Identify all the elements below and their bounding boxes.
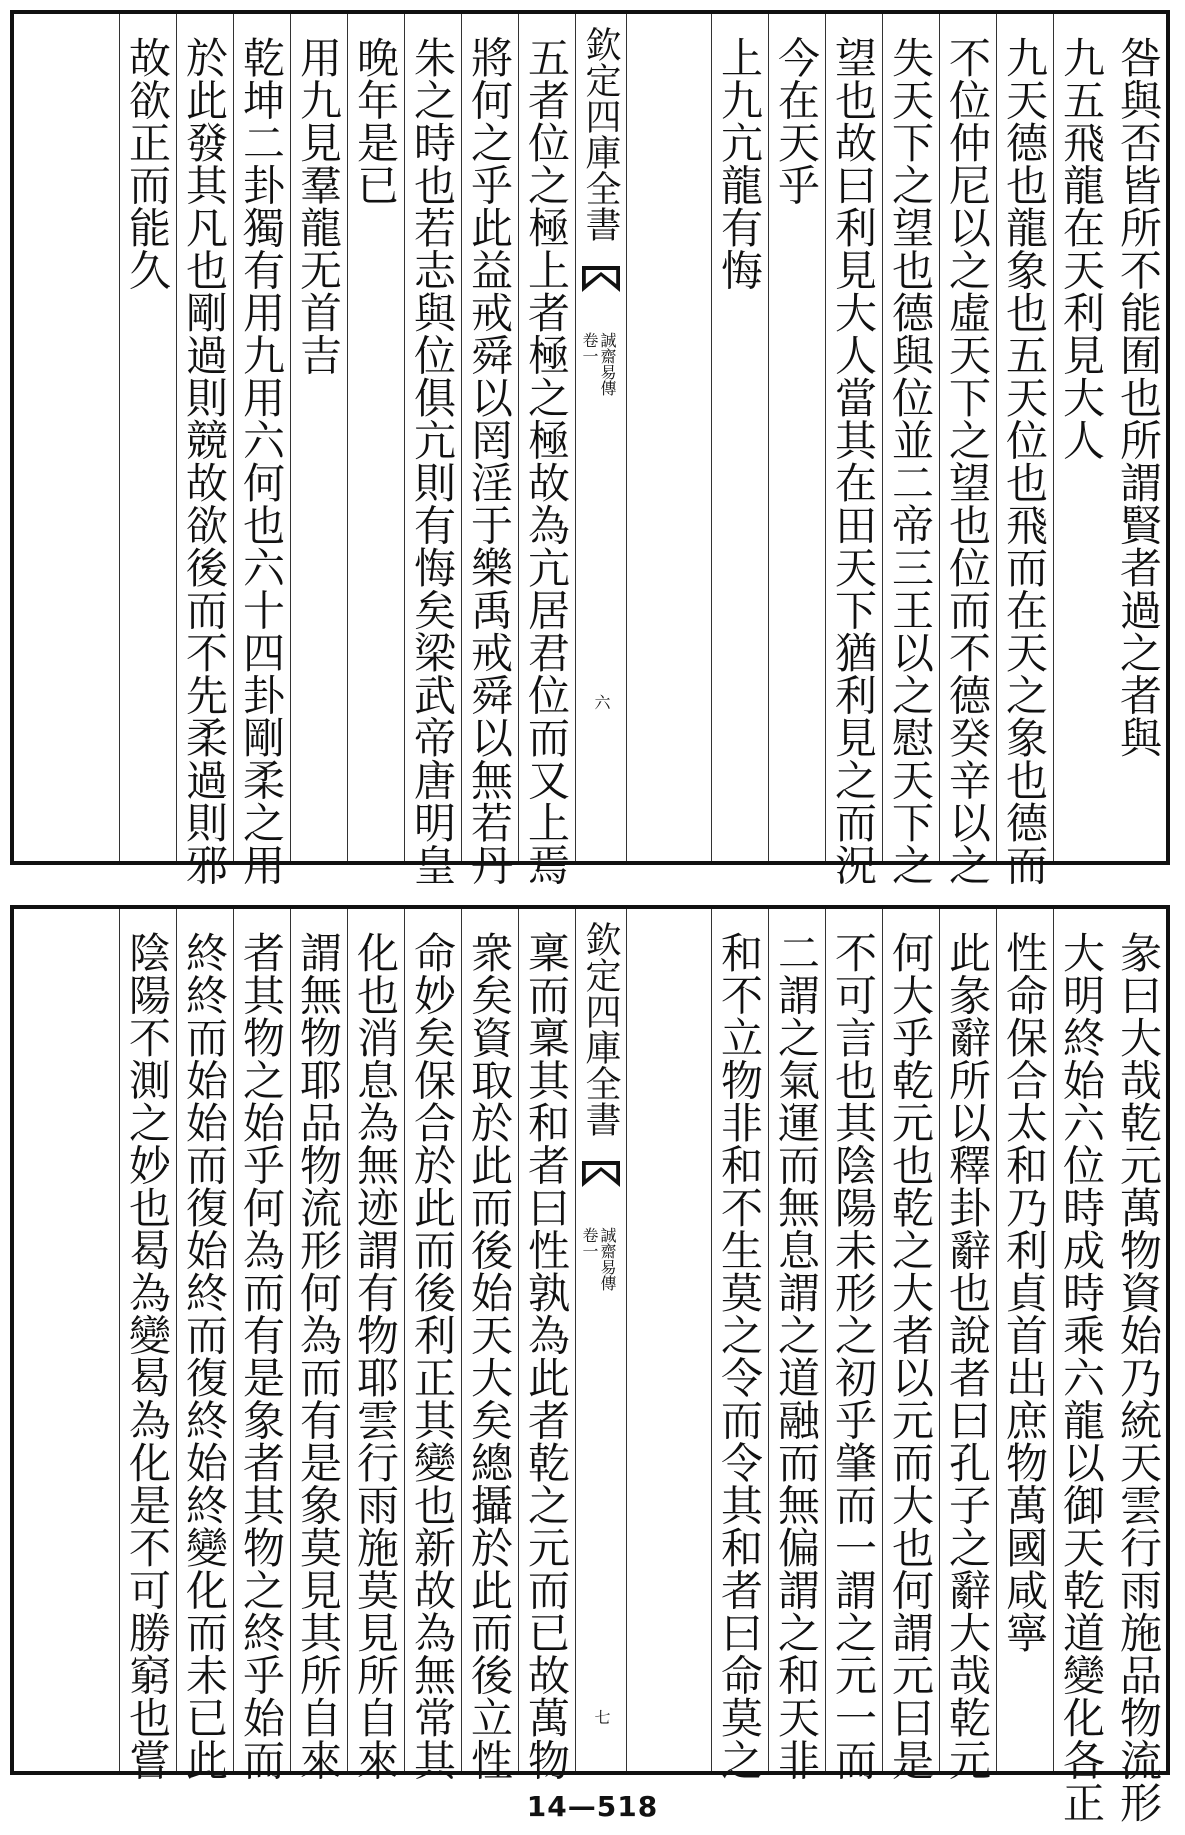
- text-column: [404, 14, 461, 886]
- column-text: 於此發其凡也剛過則競故欲後而不先柔過則邪: [180, 36, 229, 886]
- column-text: 用九見羣龍无首吉: [294, 36, 343, 376]
- text-column: [939, 14, 996, 886]
- banner-subtitle: 誠齋易傳: [598, 332, 617, 396]
- text-column: [1110, 909, 1167, 1824]
- text-column: [119, 909, 176, 1781]
- column-text: 乾坤二卦獨有用九用六何也六十四卦剛柔之用: [237, 36, 286, 886]
- text-column: [518, 909, 575, 1781]
- column-text: 上九亢龍有悔: [715, 36, 764, 291]
- column-text: 性命保合太和乃利貞首出庶物萬國咸寧: [1000, 931, 1049, 1654]
- text-column: [1053, 14, 1110, 861]
- text-column: [233, 909, 290, 1781]
- column-text: 晚年是已: [351, 36, 400, 206]
- text-column: [711, 14, 768, 861]
- column-text: 終終而始始而復始終而復終始終變化而未已此: [180, 931, 229, 1781]
- center-banner: [575, 14, 627, 861]
- column-text: 衆矣資取於此而後始天大矣總攝於此而後立性: [465, 931, 514, 1781]
- banner-subtitle: 誠齋易傳: [598, 1227, 617, 1291]
- column-text: 謂無物耶品物流形何為而有是象莫見其所自來: [294, 931, 343, 1781]
- banner-volume: 卷一: [580, 1227, 599, 1259]
- column-text: 失天下之望也德與位並二帝三王以之慰天下之: [886, 36, 935, 886]
- text-column: [711, 909, 768, 1781]
- text-column: [290, 14, 347, 861]
- column-text: 不可言也其陰陽未形之初乎肇而一謂之元一而: [829, 931, 878, 1781]
- text-column: [233, 14, 290, 886]
- text-column: [176, 909, 233, 1781]
- banner-title: 欽定四庫全書: [580, 26, 621, 242]
- column-text: 陰陽不測之妙也曷為變曷為化是不可勝窮也嘗: [123, 931, 172, 1781]
- text-column: [404, 909, 461, 1781]
- page-number: 14—518: [526, 1790, 659, 1823]
- column-text: 此彖辭所以釋卦辭也說者曰孔子之辭大哉乾元: [943, 931, 992, 1781]
- text-column: [996, 909, 1053, 1771]
- text-column: [996, 14, 1053, 886]
- column-text: 九天德也龍象也五天位也飛而在天之象也德而: [1000, 36, 1049, 886]
- text-column: [119, 14, 176, 861]
- column-text: 望也故曰利見大人當其在田天下猶利見之而況: [829, 36, 878, 886]
- column-text: 九五飛龍在天利見大人: [1057, 36, 1106, 461]
- text-column: [518, 14, 575, 886]
- column-text: 今在天乎: [772, 36, 821, 206]
- column-text: 將何之乎此益戒舜以罔淫于樂禹戒舜以無若丹: [465, 36, 514, 886]
- text-column: [882, 14, 939, 886]
- column-text: 彖曰大哉乾元萬物資始乃統天雲行雨施品物流形: [1114, 931, 1163, 1824]
- text-column: [1053, 909, 1110, 1824]
- text-column: [461, 909, 518, 1781]
- text-column: [825, 909, 882, 1781]
- column-text: 和不立物非和不生莫之令而令其和者曰命莫之: [715, 931, 764, 1781]
- folio-number: 七: [592, 1709, 611, 1725]
- text-column: [768, 909, 825, 1781]
- text-column: [461, 14, 518, 886]
- text-column: [176, 14, 233, 886]
- column-text: 大明終始六位時成時乘六龍以御天乾道變化各正: [1057, 931, 1106, 1824]
- text-column: [768, 14, 825, 861]
- text-column: [347, 14, 404, 861]
- text-column: [290, 909, 347, 1781]
- column-text: 五者位之極上者極之極故為亢居君位而又上焉: [522, 36, 571, 886]
- columns-top: [14, 14, 1166, 886]
- fish-tail-ornament: [582, 266, 620, 292]
- banner-title: 欽定四庫全書: [580, 921, 621, 1137]
- fish-tail-ornament: [582, 1161, 620, 1187]
- column-text: 二謂之氣運而無息謂之道融而無偏謂之和天非: [772, 931, 821, 1781]
- text-column: [882, 909, 939, 1781]
- text-column: [1110, 14, 1167, 861]
- center-banner: [575, 909, 627, 1771]
- column-text: 何大乎乾元也乾之大者以元而大也何謂元曰是: [886, 931, 935, 1781]
- column-text: 命妙矣保合於此而後利正其變也新故為無常其: [408, 931, 457, 1781]
- column-text: 不位仲尼以之虛天下之望也位而不德癸辛以之: [943, 36, 992, 886]
- page-top: [10, 10, 1170, 886]
- column-text: 咎與否皆所不能囿也所謂賢者過之者與: [1114, 36, 1163, 759]
- text-column: [939, 909, 996, 1781]
- text-column: [347, 909, 404, 1781]
- column-text: 朱之時也若志與位俱亢則有悔矣梁武帝唐明皇: [408, 36, 457, 886]
- text-column: [825, 14, 882, 886]
- column-text: 故欲正而能久: [123, 36, 172, 291]
- banner-volume: 卷一: [580, 332, 599, 364]
- folio-number: 六: [592, 694, 611, 710]
- column-text: 化也消息為無迹謂有物耶雲行雨施莫見所自來: [351, 931, 400, 1781]
- column-text: 者其物之始乎何為而有是象者其物之終乎始而: [237, 931, 286, 1781]
- column-text: 稟而稟其和者曰性孰為此者乾之元而已故萬物: [522, 931, 571, 1781]
